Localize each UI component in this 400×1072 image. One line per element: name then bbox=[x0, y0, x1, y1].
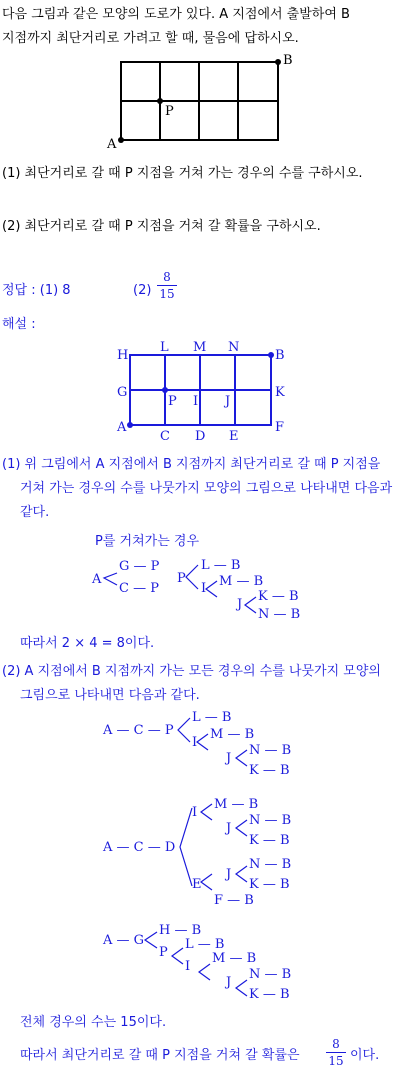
label-j: J bbox=[225, 394, 231, 409]
point-a-dot bbox=[118, 137, 124, 143]
final-denominator: 15 bbox=[328, 1054, 344, 1068]
problem-line-1: 다음 그림과 같은 모양의 도로가 있다. A 지점에서 출발하여 B bbox=[2, 7, 350, 22]
answer-label: 정답 : (1) 8 bbox=[2, 283, 71, 298]
solution-total: 전체 경우의 수는 15이다. bbox=[20, 1015, 167, 1030]
tree1-cp: C — P bbox=[119, 581, 159, 596]
solution-part1-line3: 같다. bbox=[20, 505, 50, 520]
treeC-nb: N — B bbox=[249, 967, 292, 982]
solution-part2-line2: 그림으로 나타내면 다음과 같다. bbox=[20, 688, 200, 703]
solution-final-prefix: 따라서 최단거리로 갈 때 P 지점을 거쳐 갈 확률은 bbox=[20, 1048, 300, 1063]
tree1-i: I bbox=[201, 581, 207, 596]
figure1-label-p: P bbox=[165, 104, 174, 119]
treeA-mb: M — B bbox=[210, 727, 255, 742]
tree1-lb: L — B bbox=[201, 558, 241, 573]
treeB-kb2: K — B bbox=[249, 877, 290, 892]
treeB-mb: M — B bbox=[214, 797, 259, 812]
tree1-nb: N — B bbox=[258, 607, 301, 622]
treeA-nb: N — B bbox=[249, 743, 292, 758]
question-2: (2) 최단거리로 갈 때 P 지점을 거쳐 갈 확률을 구하시오. bbox=[2, 219, 321, 234]
answer-fraction bbox=[157, 270, 177, 301]
treeA-kb: K — B bbox=[249, 763, 290, 778]
question-1: (1) 최단거리로 갈 때 P 지점을 거쳐 가는 경우의 수를 구하시오. bbox=[2, 166, 363, 181]
treeB-i: I bbox=[192, 805, 198, 820]
tree1-title: P를 거쳐가는 경우 bbox=[95, 534, 200, 549]
problem-line-2: 지점까지 최단거리로 가려고 할 때, 물음에 답하시오. bbox=[2, 31, 299, 46]
solution-point-b-dot bbox=[268, 352, 274, 358]
final-numerator: 8 bbox=[332, 1037, 340, 1051]
treeA-i: I bbox=[192, 735, 198, 750]
solution-heading: 해설 : bbox=[2, 317, 36, 332]
treeA-j: J bbox=[226, 751, 232, 766]
figure1-label-b: B bbox=[283, 53, 293, 68]
solution-part1-result: 따라서 2 × 4 = 8이다. bbox=[20, 636, 155, 651]
treeB-j2: J bbox=[226, 867, 232, 882]
tree1-a: A bbox=[92, 572, 102, 587]
tree1-j: J bbox=[237, 597, 243, 612]
label-b: B bbox=[275, 348, 285, 363]
answer-part2-prefix: (2) bbox=[133, 283, 152, 298]
label-l: L bbox=[160, 340, 169, 355]
fraction-bar bbox=[157, 285, 177, 286]
label-i: I bbox=[193, 394, 199, 409]
treeC-ag: A — G bbox=[103, 933, 145, 948]
tree1-gp: G — P bbox=[119, 559, 160, 574]
treeB-fb: F — B bbox=[214, 893, 254, 908]
answer-numerator: 8 bbox=[163, 270, 171, 284]
solution-part1-line1: (1) 위 그림에서 A 지점에서 B 지점까지 최단거리로 갈 때 P 지점을 bbox=[2, 457, 381, 472]
tree1-kb: K — B bbox=[258, 589, 299, 604]
point-b-dot bbox=[275, 59, 281, 65]
solution-point-a-dot bbox=[127, 422, 133, 428]
treeB-branches bbox=[180, 804, 247, 890]
label-f: F bbox=[275, 420, 285, 435]
label-e: E bbox=[229, 429, 239, 444]
final-fraction-bar bbox=[326, 1052, 346, 1053]
treeA-lb: L — B bbox=[192, 710, 232, 725]
treeC-p: P bbox=[159, 945, 168, 960]
label-d: D bbox=[195, 429, 206, 444]
label-c: C bbox=[160, 429, 170, 444]
label-a: A bbox=[117, 420, 127, 435]
treeB-nb2: N — B bbox=[249, 857, 292, 872]
tree1-p: P bbox=[177, 571, 186, 586]
treeB-j1: J bbox=[226, 821, 232, 836]
label-m: M bbox=[193, 340, 207, 355]
treeC-i: I bbox=[185, 959, 191, 974]
label-g: G bbox=[117, 385, 128, 400]
point-p-dot bbox=[157, 98, 163, 104]
answer-denominator: 15 bbox=[159, 287, 175, 301]
treeC-mb: M — B bbox=[212, 951, 257, 966]
label-k: K bbox=[275, 385, 285, 400]
solution-part1-line2: 거쳐 가는 경우의 수를 나뭇가지 모양의 그림으로 나타내면 다음과 bbox=[20, 481, 393, 496]
treeC-j: J bbox=[226, 975, 232, 990]
label-p: P bbox=[168, 394, 177, 409]
label-h: H bbox=[117, 348, 129, 363]
label-n: N bbox=[228, 340, 240, 355]
treeC-lb: L — B bbox=[185, 937, 225, 952]
treeC-hb: H — B bbox=[159, 923, 202, 938]
tree1-mb: M — B bbox=[219, 574, 264, 589]
treeB-acd: A — C — D bbox=[103, 840, 176, 855]
solution-part2-line1: (2) A 지점에서 B 지점까지 가는 모든 경우의 수를 나뭇가지 모양의 bbox=[2, 664, 381, 679]
figure1-label-a: A bbox=[107, 137, 117, 152]
solution-final-suffix: 이다. bbox=[350, 1048, 380, 1063]
treeB-kb1: K — B bbox=[249, 833, 290, 848]
treeB-nb1: N — B bbox=[249, 813, 292, 828]
treeC-kb: K — B bbox=[249, 987, 290, 1002]
treeB-e: E bbox=[192, 877, 202, 892]
treeA-acp: A — C — P bbox=[103, 723, 174, 738]
final-fraction bbox=[326, 1037, 346, 1068]
